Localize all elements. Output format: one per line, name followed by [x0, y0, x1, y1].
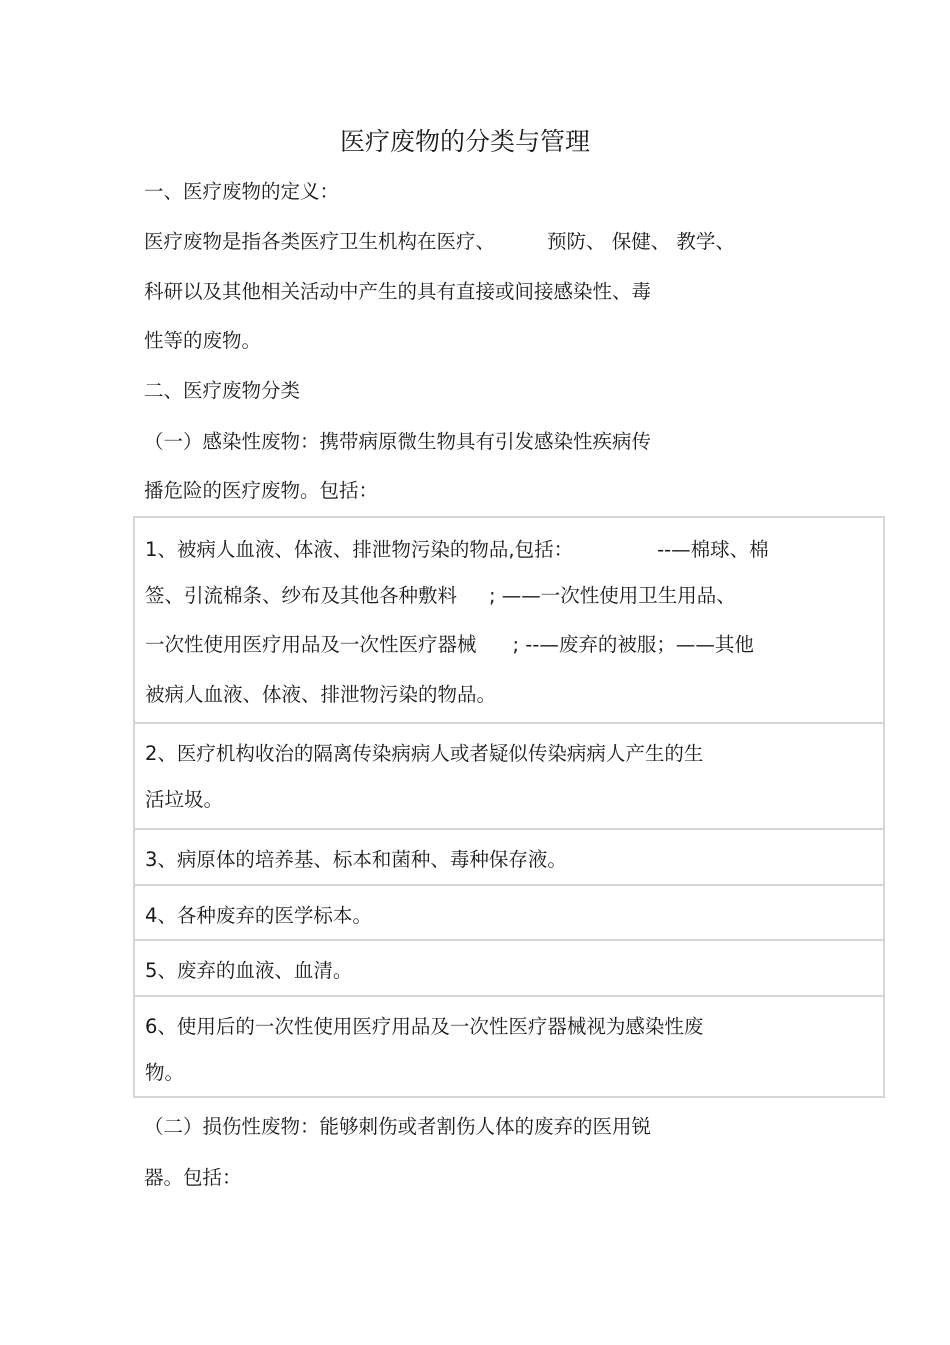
infectious-waste-line-2: 播危险的医疗废物。包括： [144, 479, 379, 502]
definition-line-1-part-b: 预防、 保健、 教学、 [547, 230, 735, 253]
section-heading-classification: 二、医疗废物分类 [144, 379, 301, 402]
definition-line-3: 性等的废物。 [144, 329, 262, 352]
item1-line-2 [145, 582, 736, 610]
item1-line-2-part-b: ; ——一次性使用卫生用品、 [489, 584, 736, 607]
item1-line-1 [145, 536, 769, 564]
item6-line-2: 物。 [145, 1061, 185, 1084]
item1-line-3-part-a: 一次性使用医疗用品及一次性医疗器械 [145, 633, 477, 656]
table-row-item-1 [135, 518, 883, 722]
item2-line-2: 活垃圾。 [145, 788, 224, 811]
infectious-waste-line-1: （一）感染性废物：携带病原微生物具有引发感染性疾病传 [144, 430, 652, 453]
item3-text: 3、病原体的培养基、标本和菌种、毒种保存液。 [145, 848, 567, 871]
sharps-waste-line-1: （二）损伤性废物：能够刺伤或者割伤人体的废弃的医用锐 [144, 1115, 652, 1138]
item1-line-1-part-b: --—棉球、棉 [657, 538, 769, 561]
item1-line-2-part-a: 签、引流棉条、纱布及其他各种敷料 [145, 584, 458, 607]
item1-line-1-part-a: 1、被病人血液、体液、排泄物污染的物品,包括： [145, 538, 574, 561]
definition-line-2: 科研以及其他相关活动中产生的具有直接或间接感染性、毒 [144, 280, 652, 303]
table-row-item-4 [135, 884, 883, 939]
table-row-item-6 [135, 995, 883, 1096]
infectious-waste-table [133, 516, 885, 1098]
item2-line-1: 2、医疗机构收治的隔离传染病病人或者疑似传染病病人产生的生 [145, 742, 704, 765]
item5-text: 5、废弃的血液、血清。 [145, 959, 353, 982]
item4-text: 4、各种废弃的医学标本。 [145, 904, 372, 927]
table-row-item-2 [135, 722, 883, 828]
item1-line-3-part-b: ; --—废弃的被服；——其他 [512, 633, 754, 656]
section-heading-definition: 一、医疗废物的定义： [144, 180, 340, 203]
item6-line-1: 6、使用后的一次性使用医疗用品及一次性医疗器械视为感染性废 [145, 1015, 704, 1038]
document-title: 医疗废物的分类与管理 [339, 127, 590, 156]
item1-line-4: 被病人血液、体液、排泄物污染的物品。 [145, 683, 497, 706]
definition-line-1 [144, 228, 735, 256]
sharps-waste-line-2: 器。包括： [144, 1166, 242, 1189]
table-row-item-5 [135, 939, 883, 995]
item1-line-3 [145, 631, 754, 659]
definition-line-1-part-a: 医疗废物是指各类医疗卫生机构在医疗、 [144, 230, 496, 253]
table-row-item-3 [135, 828, 883, 884]
